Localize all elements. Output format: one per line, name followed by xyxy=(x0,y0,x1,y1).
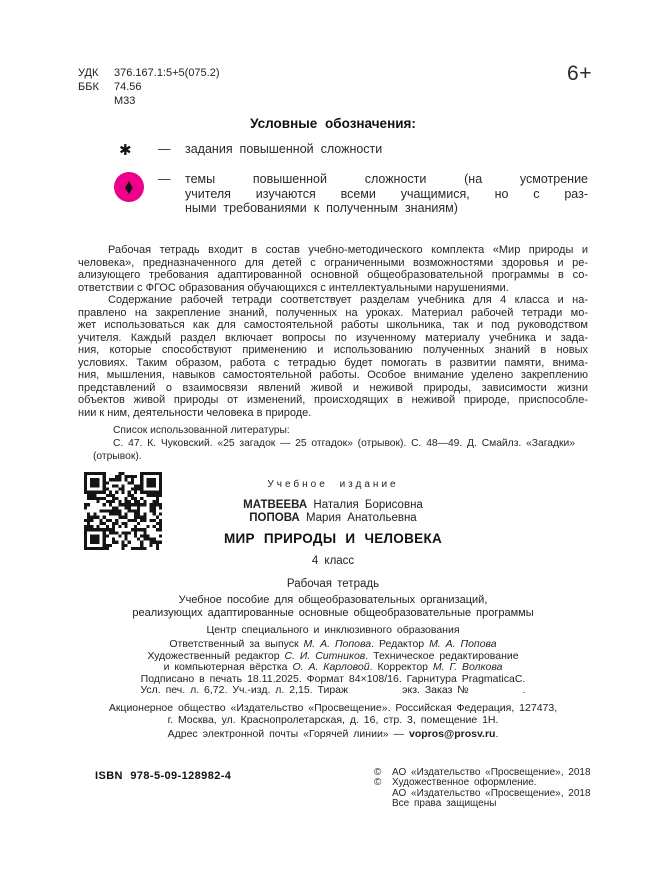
book-title: МИР ПРИРОДЫ И ЧЕЛОВЕКА xyxy=(223,531,443,546)
annotation-line: правлено на закрепление знаний, полученных на уроках. Материал рабочей тетради мо- xyxy=(78,306,588,319)
dash-separator: — xyxy=(158,142,171,156)
annotation-line: ния, которые способствуют применению и использованию полученных знаний в новых xyxy=(78,344,588,356)
author-line: МАТВЕЕВА Наталия Борисовна xyxy=(243,499,423,511)
copyright-symbol: © xyxy=(374,777,382,789)
udk-row xyxy=(78,66,588,80)
staff-line: Ответственный за выпуск М. А. Попова. Редактор М. А. Попова xyxy=(169,638,497,650)
print-info-block xyxy=(78,674,588,697)
grade-line: 4 класс xyxy=(311,555,355,567)
print-info-line: Усл. печ. л. 6,72. Уч.-изд. л. 2,15. Тираж экз. Заказ № . xyxy=(140,684,526,696)
imprint-section xyxy=(78,479,588,740)
bbk-value: 74.56 xyxy=(114,81,142,93)
copyright-line xyxy=(374,799,591,809)
copyright-text: Художественное оформление. xyxy=(392,777,537,789)
annotation-line: ния, мышления, навыков самостоятельной работы. Особое внимание уделено закреплению xyxy=(78,369,588,381)
annotation xyxy=(78,244,588,419)
staff-line: Художественный редактор С. И. Ситников. Техническое редактирование xyxy=(147,649,519,662)
staff-line: и компьютерная вёрстка О. А. Карловой. Корректор М. Г. Волкова xyxy=(163,661,503,673)
legend-item-asterisk-text: задания повышенной сложности xyxy=(185,142,383,156)
bibliography-line: Список использованной литературы: xyxy=(113,425,290,436)
bibliography xyxy=(93,424,575,463)
copyright-text: Все права защищены xyxy=(392,797,497,809)
annotation-line: представлений о взаимосвязи явлений живой и неживой природы, зависимости жизни xyxy=(78,381,588,394)
annotation-line: учителя. Каждый раздел включает вопросы по изученному материалу учебника и зада- xyxy=(78,331,588,344)
publisher-line: Акционерное общество «Издательство «Просвещение». Российская Федерация, 127473, xyxy=(108,701,558,714)
author-code-label xyxy=(78,94,106,108)
pink-diamond-icon xyxy=(114,172,144,202)
legend xyxy=(78,142,588,216)
legend-title: Условные обозначения: xyxy=(250,116,416,131)
legend-text-line: ными требованиями к полученным знаниям) xyxy=(185,201,458,215)
author-code-value: М33 xyxy=(114,95,136,107)
annotation-line: жет использоваться как для самостоятельной работы школьника, так и под руководством xyxy=(78,319,588,331)
dash-separator: — xyxy=(158,172,171,186)
legend-text-line: учителя изучаются всеми учащимися, но с раз- xyxy=(185,186,588,201)
legend-item-asterisk xyxy=(78,142,588,159)
department-line: Центр специального и инклюзивного образования xyxy=(206,624,460,636)
print-info-line: Подписано в печать 18.11.2025. Формат 84×108/16. Гарнитура PragmaticaC. xyxy=(140,672,526,685)
age-rating-badge: 6+ xyxy=(567,62,592,85)
copyright-text: АО «Издательство «Просвещение», 2018 xyxy=(392,787,591,799)
copyright-text: АО «Издательство «Просвещение», 2018 xyxy=(392,767,591,778)
annotation-line: нии к ним, деятельности человека в природе. xyxy=(78,406,312,419)
isbn: ISBN 978-5-09-128982-4 xyxy=(95,770,232,782)
udk-label: УДК xyxy=(78,67,99,79)
copyright-symbol: © xyxy=(374,767,382,778)
bbk-row xyxy=(78,80,588,94)
legend-item-diamond-text xyxy=(185,172,588,216)
publisher-block xyxy=(78,702,588,727)
legend-item-diamond xyxy=(78,172,588,216)
annotation-line: ответствии с ФГОС образования обучающихся с интеллектуальными нарушениями. xyxy=(78,281,509,294)
copyright-block xyxy=(374,768,591,809)
diamond-glyph: ♦ xyxy=(124,175,134,199)
copyright-symbol xyxy=(374,799,392,809)
annotation-line: объектов живой природы от изменений, происходящих в неживой природе, приспособле- xyxy=(78,394,588,406)
staff-block xyxy=(78,639,588,674)
author-line: ПОПОВА Мария Анатольевна xyxy=(249,512,417,524)
hotline-email-line: Адрес электронной почты «Горячей линии» — vopros@prosv.ru. xyxy=(167,727,499,740)
legend-text-line: темы повышенной сложности (на усмотрение xyxy=(185,172,588,186)
authors-block xyxy=(78,499,588,525)
asterisk-icon: ✱ xyxy=(119,142,132,159)
classification-codes xyxy=(78,66,588,108)
description-line: Учебное пособие для общеобразовательных организаций, xyxy=(178,594,488,606)
annotation-line: человека», предназначенного для детей с ограниченными возможностями здоровья и ре- xyxy=(78,256,588,269)
author-code-row xyxy=(78,94,588,108)
subtitle-line: Рабочая тетрадь xyxy=(286,578,380,590)
bibliography-line: (отрывок). xyxy=(93,451,142,462)
description-block xyxy=(78,594,588,619)
copyright-symbol xyxy=(374,789,392,799)
annotation-line: Рабочая тетрадь входит в состав учебно-методического комплекта «Мир природы и xyxy=(108,244,588,256)
udk-value: 376.167.1:5+5(075.2) xyxy=(114,67,220,79)
edition-type: Учебное издание xyxy=(267,479,399,490)
publisher-line: г. Москва, ул. Краснопролетарская, д. 16, стр. 3, помещение 1Н. xyxy=(167,714,499,726)
annotation-line: Содержание рабочей тетради соответствует разделам учебника для 4 класса и на- xyxy=(108,294,588,306)
content-column xyxy=(78,66,588,740)
bbk-label: ББК xyxy=(78,81,99,93)
description-line: реализующих адаптированные основные общеобразовательные программы xyxy=(132,606,534,619)
bibliography-line: С. 47. К. Чуковский. «25 загадок — 25 отгадок» (отрывок). С. 48—49. Д. Смайлз. «Загадки» xyxy=(113,438,575,449)
annotation-line: ализующего требования адаптированной основной общеобразовательной программы в со- xyxy=(78,269,588,281)
annotation-line: условиях. Таким образом, работа с тетрадью будет помогать в развитии памяти, внима- xyxy=(78,356,588,369)
